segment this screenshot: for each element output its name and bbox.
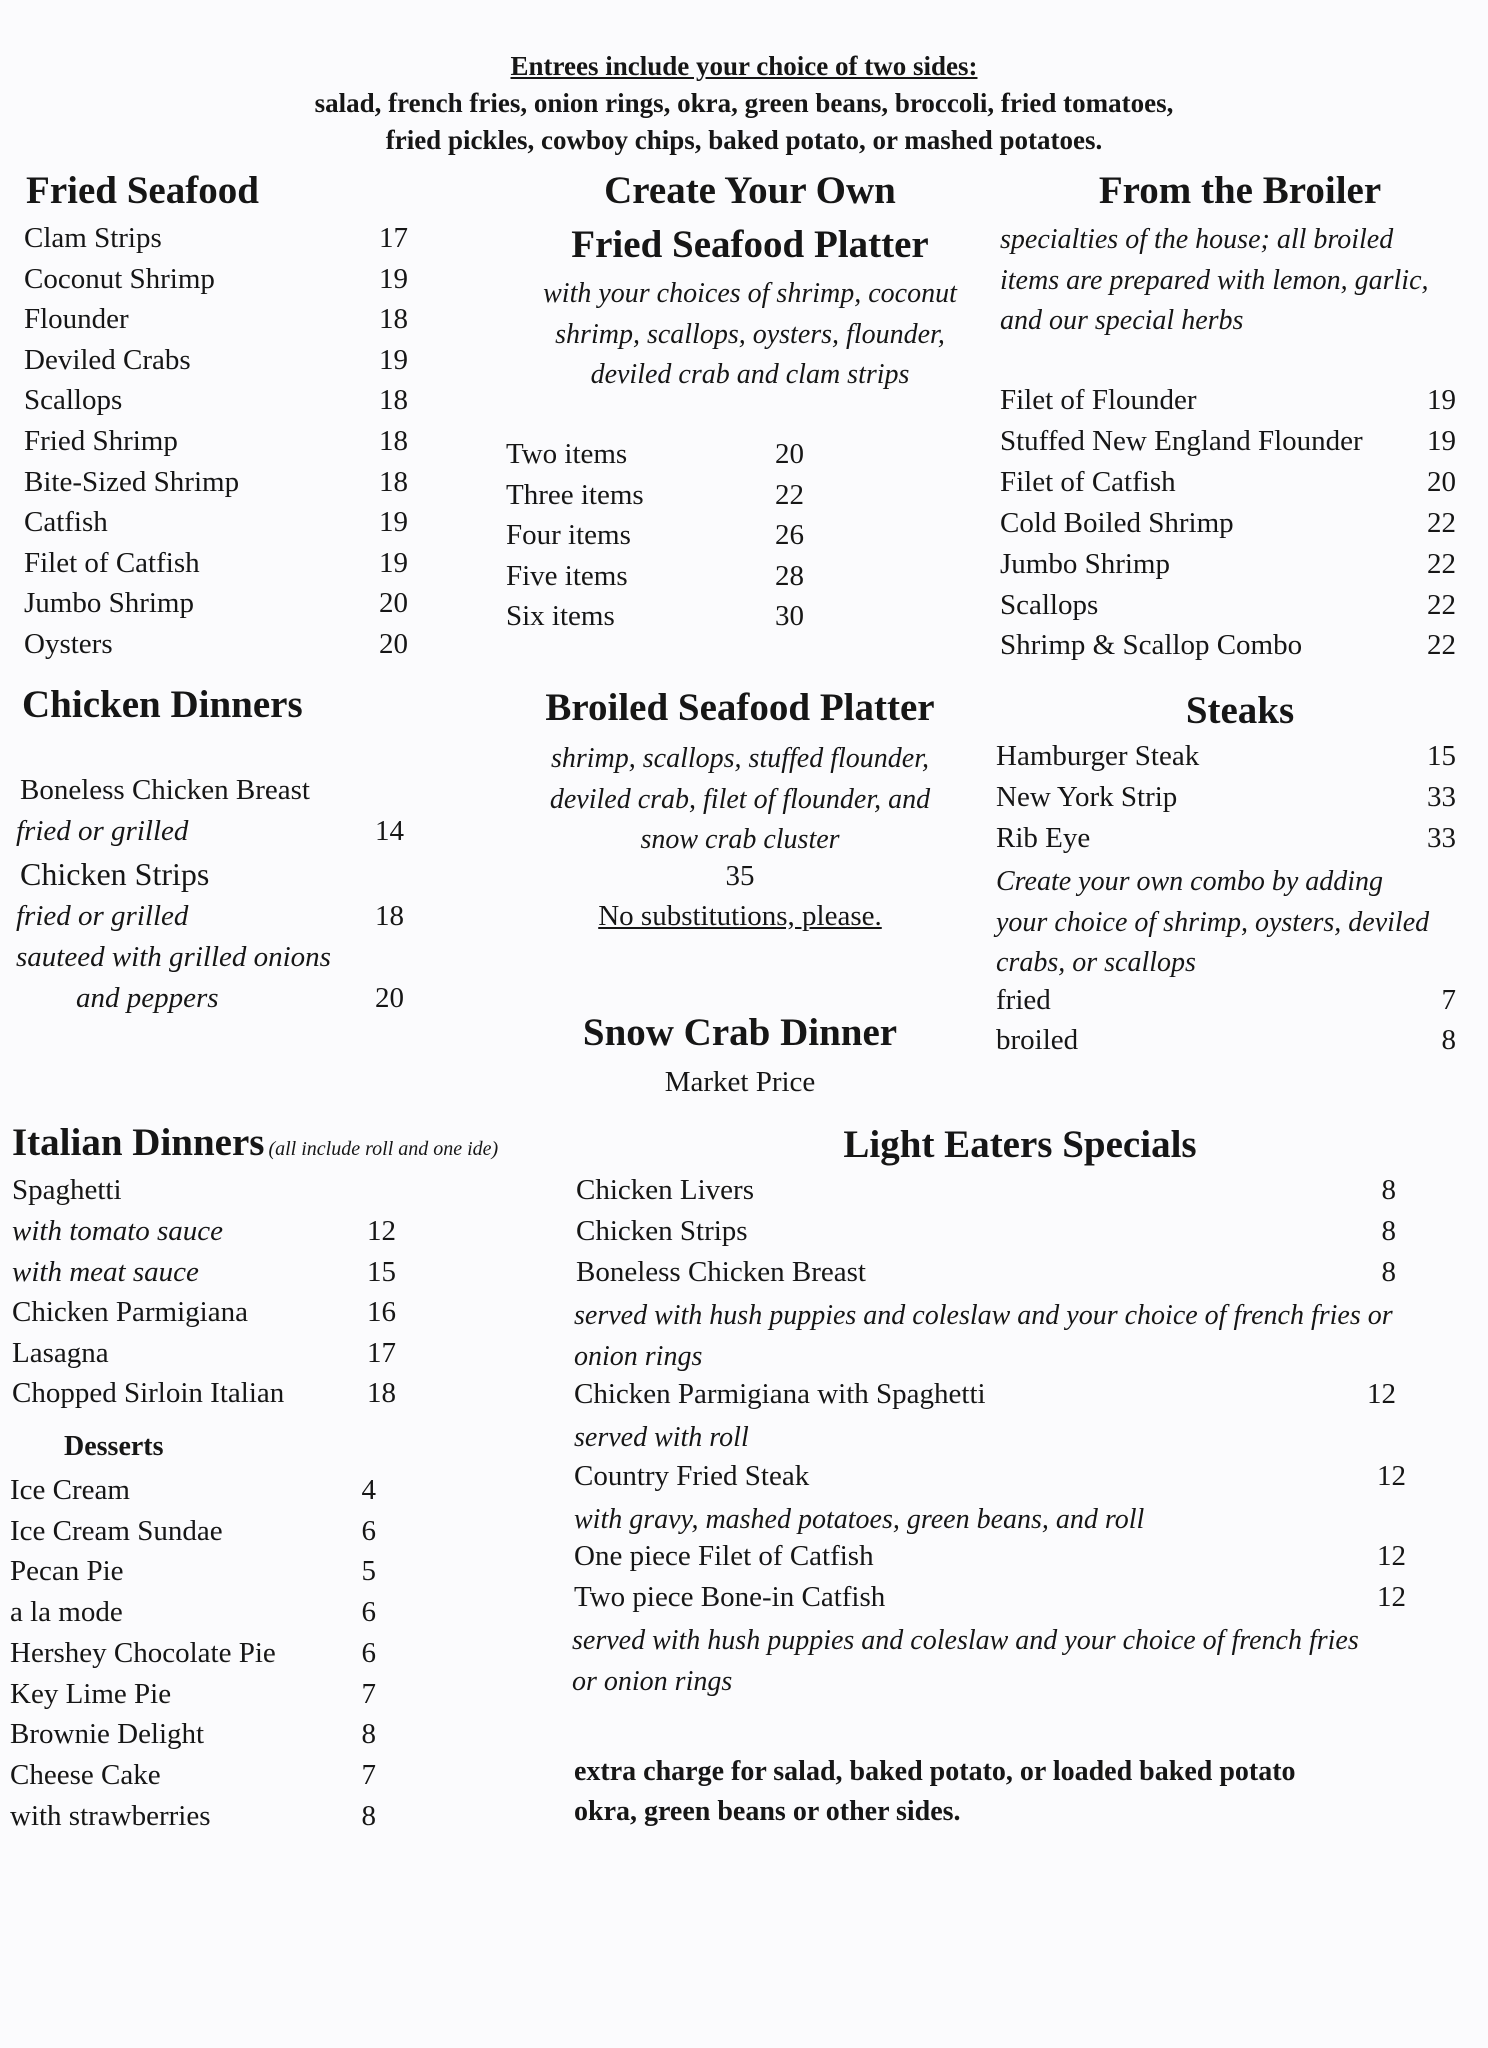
broiled-platter-note: No substitutions, please. — [598, 900, 882, 932]
desserts-item-name: with strawberries — [10, 1799, 211, 1832]
light-note-7b: or onion rings — [572, 1665, 733, 1697]
sides-title: Entrees include your choice of two sides: — [510, 51, 978, 81]
italian-item-price: 18 — [367, 1377, 396, 1410]
light-note-7a: served with hush puppies and coleslaw and your choice of french fries — [572, 1625, 1359, 1656]
steaks-item-price: 33 — [1427, 781, 1456, 813]
fried-seafood-item-price: 19 — [379, 546, 408, 579]
light-eaters-title: Light Eaters Specials — [843, 1123, 1197, 1166]
light-note-1b: onion rings — [574, 1340, 703, 1372]
steaks-item-name: Hamburger Steak — [996, 740, 1200, 772]
broiler-desc-2: items are prepared with lemon, garlic, — [1000, 264, 1429, 296]
italian-item-price: 12 — [367, 1215, 396, 1247]
italian-header — [12, 1120, 498, 1165]
create-platter-item-name: Six items — [506, 600, 615, 633]
desserts-item-price: 7 — [361, 1758, 376, 1791]
chicken-item-breast: Boneless Chicken Breast — [20, 774, 310, 806]
desserts-item-price: 8 — [361, 1718, 376, 1751]
light-item-strips: Chicken Strips — [576, 1215, 748, 1247]
italian-item-name: Lasagna — [12, 1336, 109, 1369]
steaks-combo-2: your choice of shrimp, oysters, deviled — [996, 906, 1430, 938]
chicken-strips-price: 18 — [375, 900, 404, 932]
fried-seafood-item-name: Catfish — [24, 506, 108, 539]
chicken-item-strips: Chicken Strips — [20, 856, 210, 892]
desserts-item-name: Key Lime Pie — [10, 1677, 172, 1710]
italian-item-name: with meat sauce — [12, 1255, 199, 1288]
broiler-description — [1000, 220, 1429, 342]
desserts-item-price: 7 — [361, 1677, 376, 1710]
desserts-item-name: Ice Cream — [10, 1474, 130, 1506]
broiled-platter-description — [490, 739, 990, 861]
broiler-desc-3: and our special herbs — [1000, 305, 1244, 336]
fried-seafood-item-name: Scallops — [24, 384, 123, 417]
steaks-fried-label: fried — [996, 984, 1051, 1016]
create-platter-item-name: Four items — [506, 519, 631, 552]
light-item-livers: Chicken Livers — [576, 1174, 754, 1206]
create-platter-desc-2: shrimp, scallops, oysters, flounder, — [555, 318, 945, 350]
steaks-combo-description — [996, 862, 1429, 984]
fried-seafood-item-name: Coconut Shrimp — [24, 262, 215, 295]
italian-title: Italian Dinners — [12, 1121, 265, 1164]
steaks-broiled-price: 8 — [1441, 1024, 1456, 1056]
snow-crab-price: Market Price — [664, 1066, 816, 1098]
create-platter-desc-3: deviled crab and clam strips — [590, 359, 910, 390]
desserts-item-name: Pecan Pie — [10, 1555, 124, 1588]
light-item-filet-catfish: One piece Filet of Catfish — [574, 1540, 874, 1572]
chicken-strips-note: fried or grilled — [16, 900, 189, 932]
broiled-platter-desc-1: shrimp, scallops, stuffed flounder, — [550, 743, 929, 774]
broiler-item-name: Jumbo Shrimp — [1000, 547, 1170, 580]
italian-item-name: Chopped Sirloin Italian — [12, 1377, 285, 1410]
create-platter-item-price: 22 — [775, 478, 804, 511]
steaks-fried-price: 7 — [1441, 984, 1456, 1016]
fried-seafood-item-price: 18 — [379, 465, 408, 498]
fried-seafood-item-price: 20 — [379, 587, 408, 620]
snow-crab-title: Snow Crab Dinner — [582, 1011, 898, 1054]
desserts-item-name: Brownie Delight — [10, 1718, 205, 1751]
fried-seafood-item-name: Deviled Crabs — [24, 343, 191, 376]
italian-item-price: 16 — [367, 1296, 396, 1329]
desserts-item-price: 6 — [361, 1514, 376, 1547]
steaks-item-name: Rib Eye — [996, 822, 1091, 854]
light-note-4: served with roll — [574, 1422, 749, 1453]
broiled-platter-price: 35 — [725, 860, 755, 892]
fried-seafood-item-price: 18 — [379, 303, 408, 336]
broiler-item-name: Filet of Flounder — [1000, 384, 1197, 416]
create-platter-item-name: Five items — [506, 559, 628, 592]
desserts-item-price: 6 — [361, 1596, 376, 1629]
create-platter-item-price: 28 — [775, 559, 804, 592]
desserts-item-name: Cheese Cake — [10, 1758, 161, 1791]
desserts-item-name: a la mode — [10, 1596, 123, 1629]
light-note-7 — [572, 1621, 1359, 1702]
broiled-platter-desc-2: deviled crab, filet of flounder, and — [549, 783, 931, 815]
broiler-item-price: 22 — [1427, 588, 1456, 621]
light-item-bone-catfish: Two piece Bone-in Catfish — [574, 1581, 886, 1613]
steaks-title: Steaks — [1185, 689, 1295, 732]
steaks-item-name: New York Strip — [996, 781, 1178, 813]
create-platter-title-1: Create Your Own — [604, 169, 896, 212]
fried-seafood-item-name: Flounder — [24, 303, 129, 336]
light-filet-catfish-price: 12 — [1377, 1540, 1406, 1572]
italian-item-price: 17 — [367, 1336, 396, 1369]
extra-line-1: extra charge for salad, baked potato, or loaded baked potato — [574, 1756, 1296, 1787]
italian-spaghetti: Spaghetti — [12, 1174, 122, 1206]
create-platter-desc-1: with your choices of shrimp, coconut — [543, 278, 957, 309]
italian-subtitle: (all include roll and one ide) — [268, 1138, 499, 1160]
light-livers-price: 8 — [1381, 1174, 1396, 1206]
broiler-item-price: 19 — [1427, 384, 1456, 416]
broiler-item-price: 22 — [1427, 629, 1456, 662]
create-platter-item-price: 20 — [775, 438, 804, 470]
light-item-country-steak: Country Fried Steak — [574, 1460, 810, 1492]
chicken-title: Chicken Dinners — [22, 683, 303, 726]
fried-seafood-item-name: Filet of Catfish — [24, 546, 200, 579]
broiler-item-name: Scallops — [1000, 588, 1099, 621]
desserts-item-name: Ice Cream Sundae — [10, 1514, 223, 1547]
fried-seafood-title: Fried Seafood — [26, 169, 259, 212]
desserts-item-price: 6 — [361, 1636, 376, 1669]
desserts-item-name: Hershey Chocolate Pie — [10, 1636, 276, 1669]
fried-seafood-item-price: 19 — [379, 506, 408, 539]
light-item-breast: Boneless Chicken Breast — [576, 1256, 866, 1288]
broiler-title: From the Broiler — [1098, 169, 1382, 212]
light-country-steak-price: 12 — [1377, 1460, 1406, 1492]
light-bone-catfish-price: 12 — [1377, 1581, 1406, 1613]
sides-line-2: fried pickles, cowboy chips, baked potato, or mashed potatoes. — [385, 125, 1103, 155]
broiler-item-price: 22 — [1427, 506, 1456, 539]
light-parmigiana-price: 12 — [1367, 1378, 1396, 1410]
light-item-parmigiana: Chicken Parmigiana with Spaghetti — [574, 1378, 986, 1410]
fried-seafood-item-price: 18 — [379, 384, 408, 417]
fried-seafood-item-price: 19 — [379, 262, 408, 295]
broiler-item-price: 22 — [1427, 547, 1456, 580]
extra-line-2: okra, green beans or other sides. — [574, 1796, 961, 1827]
light-note-5: with gravy, mashed potatoes, green beans, and roll — [574, 1504, 1145, 1535]
chicken-breast-note: fried or grilled — [16, 815, 189, 847]
fried-seafood-item-price: 19 — [379, 343, 408, 376]
light-note-1a: served with hush puppies and coleslaw and your choice of french fries or — [574, 1300, 1393, 1331]
broiler-item-price: 19 — [1427, 424, 1456, 457]
fried-seafood-item-name: Bite-Sized Shrimp — [24, 465, 240, 498]
steaks-combo-3: crabs, or scallops — [996, 947, 1196, 978]
desserts-item-price: 8 — [361, 1799, 376, 1832]
italian-item-price: 15 — [367, 1255, 396, 1288]
broiler-item-name: Cold Boiled Shrimp — [1000, 506, 1234, 539]
create-platter-description — [500, 274, 1000, 396]
broiler-item-name: Filet of Catfish — [1000, 465, 1176, 498]
extra-charge-note — [574, 1752, 1296, 1832]
italian-item-name: with tomato sauce — [12, 1215, 224, 1247]
desserts-title: Desserts — [64, 1431, 164, 1462]
create-platter-item-name: Three items — [506, 478, 644, 511]
light-breast-price: 8 — [1381, 1256, 1396, 1288]
steaks-broiled-label: broiled — [996, 1024, 1079, 1056]
fried-seafood-item-name: Jumbo Shrimp — [24, 587, 194, 620]
chicken-sauteed-note-1: sauteed with grilled onions — [16, 941, 331, 973]
fried-seafood-item-name: Fried Shrimp — [24, 425, 178, 457]
desserts-item-price: 5 — [361, 1555, 376, 1588]
chicken-sauteed-note-2: and peppers — [76, 982, 219, 1014]
sides-line-1: salad, french fries, onion rings, okra, green beans, broccoli, fried tomatoes, — [314, 88, 1174, 118]
italian-item-name: Chicken Parmigiana — [12, 1296, 248, 1329]
desserts-item-price: 4 — [361, 1474, 376, 1506]
sides-header — [0, 48, 1488, 159]
broiler-item-price: 20 — [1427, 465, 1456, 498]
create-platter-item-price: 30 — [775, 600, 804, 633]
chicken-sauteed-price: 20 — [375, 982, 404, 1014]
broiler-item-name: Stuffed New England Flounder — [1000, 424, 1363, 457]
fried-seafood-item-price: 17 — [379, 222, 408, 254]
create-platter-title-2: Fried Seafood Platter — [571, 223, 929, 266]
light-note-1 — [574, 1296, 1393, 1377]
chicken-breast-price: 14 — [375, 815, 404, 847]
steaks-item-price: 15 — [1427, 740, 1456, 772]
broiler-desc-1: specialties of the house; all broiled — [1000, 224, 1394, 255]
create-platter-item-name: Two items — [506, 438, 628, 470]
fried-seafood-item-price: 20 — [379, 628, 408, 660]
steaks-item-price: 33 — [1427, 822, 1456, 854]
fried-seafood-item-name: Clam Strips — [24, 222, 162, 254]
steaks-combo-1: Create your own combo by adding — [996, 866, 1384, 897]
fried-seafood-item-price: 18 — [379, 425, 408, 457]
light-strips-price: 8 — [1381, 1215, 1396, 1247]
broiled-platter-title: Broiled Seafood Platter — [545, 686, 935, 729]
create-platter-item-price: 26 — [775, 519, 804, 552]
broiler-item-name: Shrimp & Scallop Combo — [1000, 629, 1303, 662]
fried-seafood-item-name: Oysters — [24, 628, 113, 660]
broiled-platter-desc-3: snow crab cluster — [640, 824, 840, 855]
